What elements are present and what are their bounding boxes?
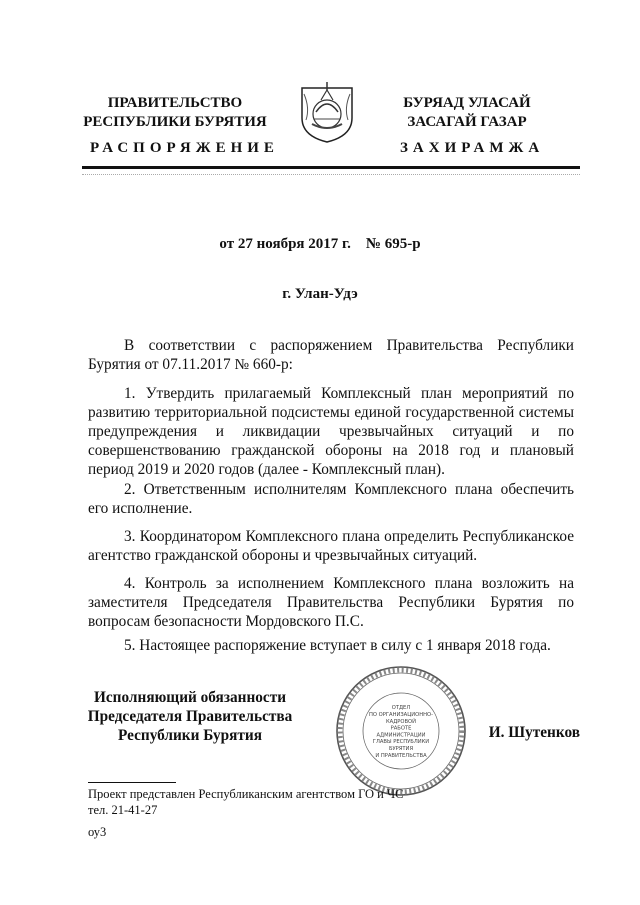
body-paragraph-3 — [88, 527, 574, 565]
signatory-title-line2: Председателя Правительства — [87, 708, 293, 725]
official-seal-stamp — [334, 664, 468, 798]
seal-text-line: КАДРОВОЙ — [385, 718, 417, 725]
seal-text-line: АДМИНИСТРАЦИИ — [376, 732, 426, 739]
body-paragraph-5 — [88, 636, 574, 655]
seal-text-line: И ПРАВИТЕЛЬСТВА — [375, 752, 427, 759]
signatory-title-line3: Республики Бурятия — [117, 727, 263, 744]
header-right — [372, 94, 562, 132]
footer-prepared-by: Проект представлен Республиканским агентством ГО и ЧС — [88, 787, 404, 801]
footer-phone: тел. 21-41-27 — [88, 803, 158, 817]
signatory-title — [70, 688, 310, 745]
signatory-title-line1: Исполняющий обязанности — [93, 689, 287, 706]
header-left-line2: РЕСПУБЛИКИ БУРЯТИЯ — [83, 114, 267, 130]
signatory-name: И. Шутенков — [488, 724, 580, 741]
seal-text-line: ОТДЕЛ — [391, 705, 411, 712]
seal-text-line: ГЛАВЫ РЕСПУБЛИКИ — [372, 739, 430, 746]
body-paragraph-intro — [88, 336, 574, 374]
date-number: от 27 ноября 2017 г. № 695-р — [219, 236, 421, 252]
doc-type-right: ЗАХИРАМЖА — [400, 140, 545, 156]
header-left — [70, 94, 280, 132]
seal-text-line: БУРЯТИЯ — [388, 746, 414, 752]
paragraph-text: В соответствии с распоряжением Правительства Республики Бурятия от 07.11.2017 № 660-р: — [88, 337, 574, 373]
seal-text-line: ПО ОРГАНИЗАЦИОННО- — [369, 712, 433, 718]
footer-code: оу3 — [88, 825, 107, 839]
doc-type-left: РАСПОРЯЖЕНИЕ — [90, 140, 279, 156]
paragraph-text: 4. Контроль за исполнением Комплексного плана возложить на заместителя Председателя Правительства Республики Бурятия по вопросам безопасности Мордовского П.С. — [88, 575, 574, 630]
paragraph-text: 3. Координатором Комплексного плана определить Республиканское агентство гражданской обороны и чрезвычайных ситуаций. — [88, 528, 574, 564]
header-dotted-divider — [82, 174, 580, 175]
seal-text-line: РАБОТЕ — [390, 725, 412, 732]
header-left-line1: ПРАВИТЕЛЬСТВО — [107, 95, 243, 111]
paragraph-text: 5. Настоящее распоряжение вступает в силу с 1 января 2018 года. — [124, 637, 551, 654]
body-paragraph-2 — [88, 480, 574, 518]
paragraph-text: 1. Утвердить прилагаемый Комплексный план мероприятий по развитию территориальной подсистемы единой государственной системы предупреждения и ликвидации чрезвычайных ситуаций и по совершенствованию гражданской обороны на 2018 год и плановый период 2019 и 2020 годов (далее - Комплексный план). — [88, 385, 574, 478]
header-divider — [82, 166, 580, 169]
header-right-line2: ЗАСАГАЙ ГАЗАР — [407, 114, 527, 130]
coat-of-arms-emblem — [296, 78, 358, 144]
paragraph-text: 2. Ответственным исполнителям Комплексного плана обеспечить его исполнение. — [88, 481, 574, 517]
body-paragraph-4 — [88, 574, 574, 631]
city: г. Улан-Удэ — [282, 286, 358, 302]
body-paragraph-1 — [88, 384, 574, 479]
header-right-line1: БУРЯАД УЛАСАЙ — [403, 95, 531, 111]
footer-divider — [88, 782, 176, 783]
